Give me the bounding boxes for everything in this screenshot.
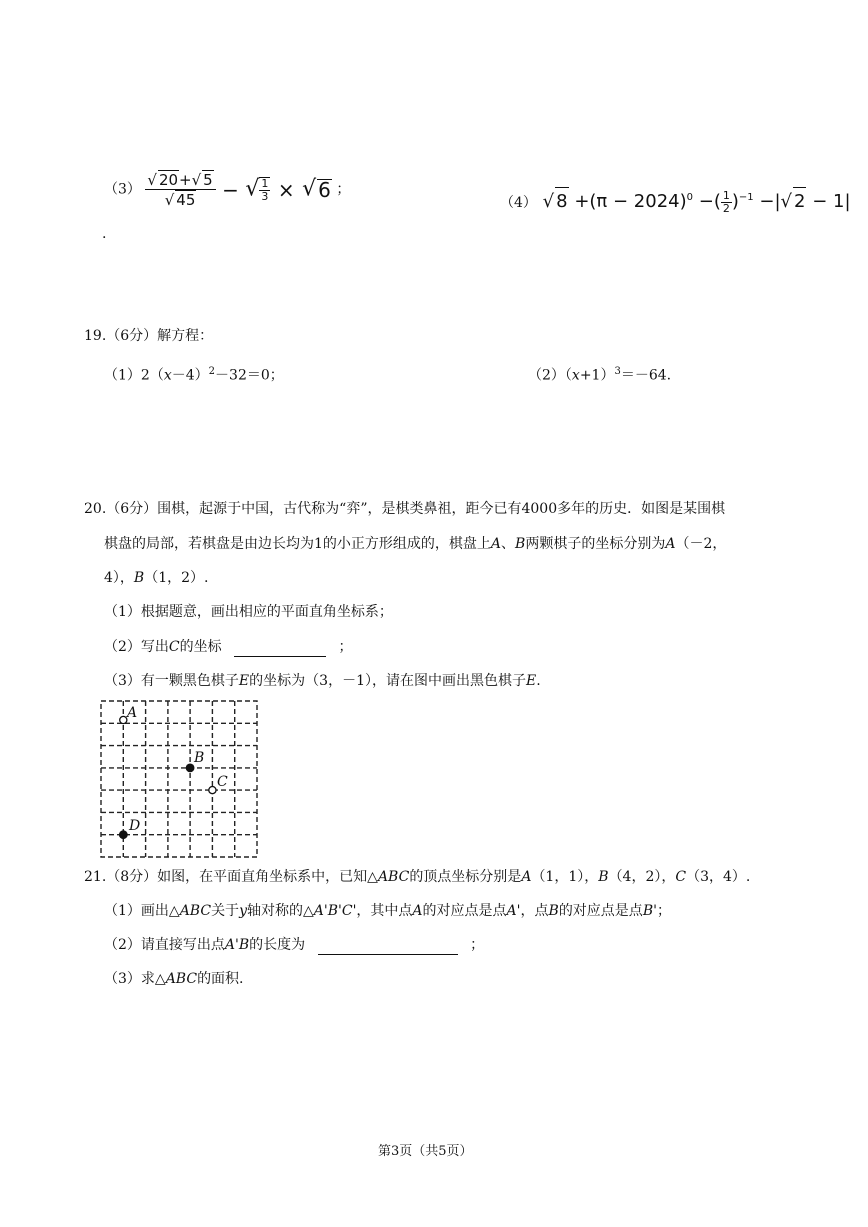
q18-part3-semicolon: ；	[336, 181, 351, 198]
q20-part1: （1）根据题意，画出相应的平面直角坐标系；	[104, 604, 393, 620]
q21-part1: （1）画出△ABC关于y轴对称的△A'B'C'，其中点A的对应点是点A'，点B的对应点是点B'；	[104, 903, 671, 919]
stone-c	[209, 787, 216, 794]
q19-part1: $(1)2(x-4)^2-32=0$；	[104, 366, 284, 384]
sqrt-icon: √	[245, 176, 260, 202]
q18-part3-times: ×	[277, 177, 295, 202]
q21-part3: （3）求△ABC的面积.	[104, 971, 244, 987]
q18-part4-minus-open: −(	[698, 191, 721, 212]
q18-part3-denominator: √ 45	[164, 191, 196, 209]
sqrt-icon: √	[780, 191, 793, 212]
stone-a	[120, 716, 127, 723]
q19-part2: $(2)(x+1)^3=-64$.	[528, 366, 672, 384]
q20-line2: 棋盘的局部，若棋盘是由边长均为1的小正方形组成的，棋盘上A、B两颗棋子的坐标分别为A（－2，	[104, 536, 727, 552]
stray-dot: .	[102, 226, 107, 242]
label-b: B	[194, 750, 205, 766]
answer-blank[interactable]	[234, 640, 326, 657]
q18-part4-exp0: 0	[686, 192, 694, 203]
label-d: D	[129, 818, 141, 834]
q18-part4-eight: 8	[555, 187, 568, 216]
q18-part3-six: 6	[318, 178, 331, 202]
q18-part3-fraction	[145, 170, 215, 209]
q18-part4-minus-abs: −|	[759, 191, 781, 212]
q18-part4-half: $\frac{1}{2}$	[722, 188, 730, 215]
page-footer: 第3页（共5页）	[378, 1144, 473, 1159]
q20-line3: 4），B（1，2）.	[104, 570, 209, 586]
q18-part3-minus: −	[222, 177, 239, 202]
q19-header: 19.（6分）解方程：	[84, 328, 214, 344]
label-c: C	[217, 774, 228, 790]
q18-part4-paren: +(π − 2024)	[574, 191, 687, 212]
q20-line1: 20.（6分）围棋，起源于中国，古代称为“弈”，是棋类鼻祖，距今已有4000多年的历史．如图是某围棋	[84, 501, 726, 517]
answer-blank[interactable]	[318, 938, 458, 955]
q20-part3: （3）有一颗黑色棋子E的坐标为（3，－1），请在图中画出黑色棋子E.	[104, 673, 541, 689]
stone-d	[119, 830, 128, 839]
q18-part3-label: （3）	[104, 181, 141, 198]
q18-part4-label: （4）	[500, 195, 537, 211]
q18-part4	[500, 184, 851, 217]
sqrt-icon: √	[302, 176, 317, 202]
q18-part4-two: 2	[793, 187, 806, 216]
q18-part4-tail: − 1|	[806, 191, 851, 212]
label-a: A	[127, 705, 138, 721]
q21-part2: （2）请直接写出点A'B的长度为 ；	[104, 937, 485, 953]
q18-part3	[104, 170, 350, 220]
q18-part3-inner-fraction: $\frac{1}{3}$	[261, 176, 269, 203]
q18-part3-numerator: √ 20+√ 5	[145, 170, 215, 190]
go-board-diagram	[96, 696, 266, 862]
q18-part4-close: )	[731, 191, 739, 212]
sqrt-icon: √	[542, 191, 555, 212]
q20-part2: （2）写出C的坐标 ；	[104, 639, 353, 655]
q21-line1: 21.（8分）如图，在平面直角坐标系中，已知△ABC的顶点坐标分别是A（1，1），B（4，2），C（3，4）.	[84, 869, 751, 885]
q18-part4-expneg1: −1	[738, 192, 754, 203]
